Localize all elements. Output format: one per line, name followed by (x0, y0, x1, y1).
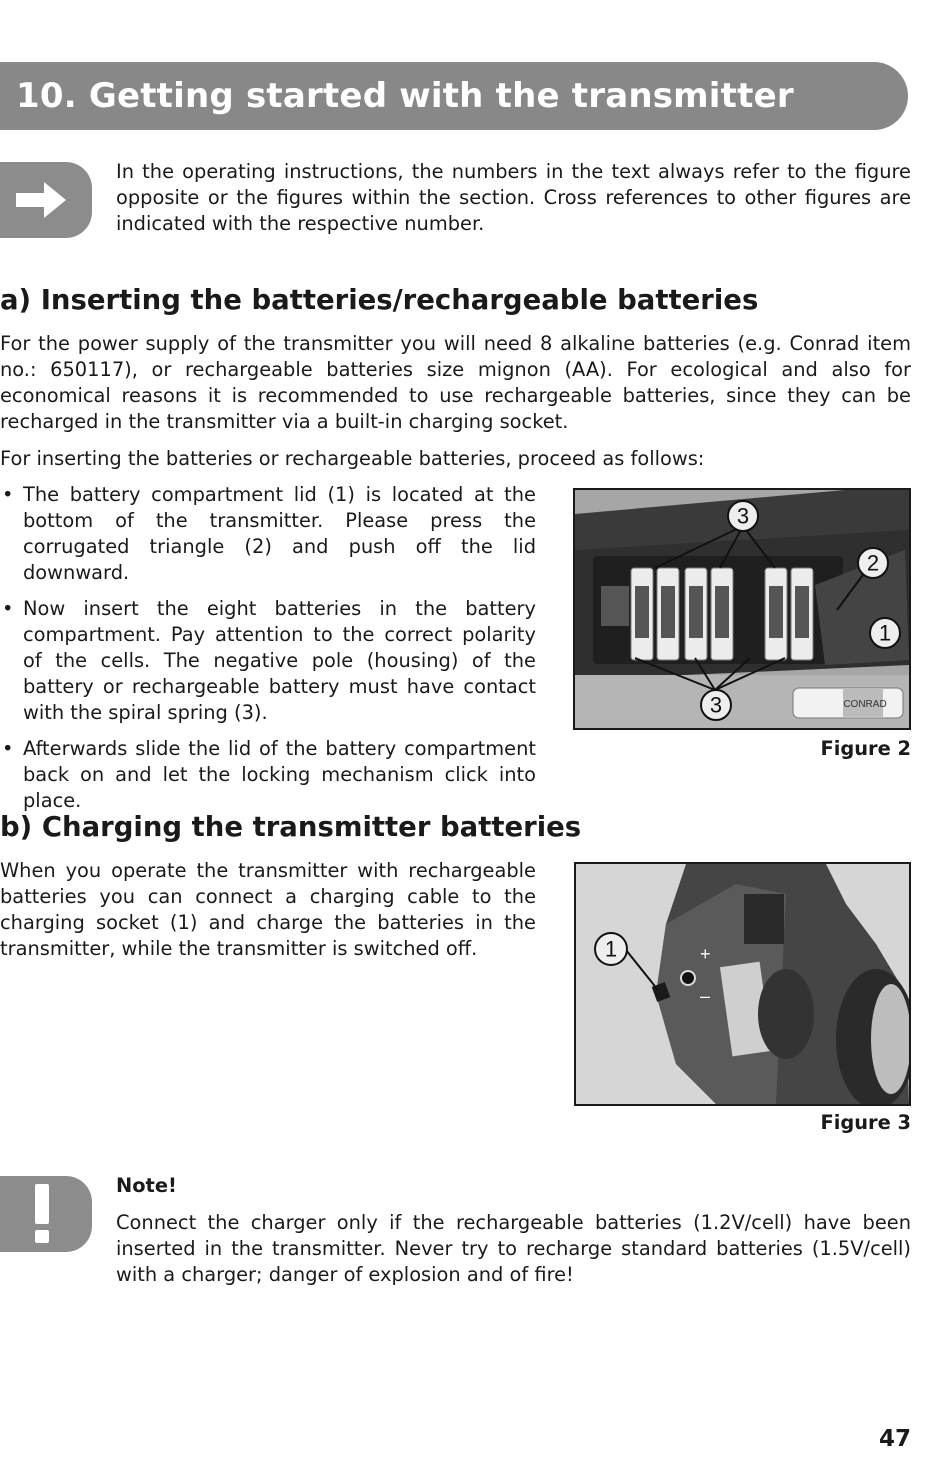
svg-text:3: 3 (709, 692, 723, 718)
page-number: 47 (878, 1426, 911, 1452)
figure-3-caption: Figure 3 (820, 1111, 911, 1134)
chapter-title: 10. Getting started with the transmitter (16, 76, 794, 116)
section-a-steps-intro: For inserting the batteries or rechargeable batteries, proceed as follows: (0, 447, 705, 470)
arrow-right-icon (0, 162, 92, 238)
step-item: • Afterwards slide the lid of the battery compartment back on and let the locking mechanism click into place. (0, 736, 536, 814)
section-a-heading: a) Inserting the batteries/rechargeable batteries (0, 284, 759, 316)
figure-3-photo (574, 862, 911, 1106)
minus-sign: – (700, 986, 711, 1006)
figure-2-photo (573, 488, 911, 730)
section-a-paragraph: For the power supply of the transmitter you will need 8 alkaline batteries (e.g. Conrad item no.: 650117), or rechargeable batteries size mignon (AA). For ecological and also for economical reasons it is recommended to use rechargeable batteries, since they can be recharged in the transmitter via a built-in charging socket. (0, 332, 911, 433)
section-b-paragraph: When you operate the transmitter with rechargeable batteries you can connect a charging cable to the charging socket (1) and charge the batteries in the transmitter, while the transmitter is switched off. (0, 859, 536, 960)
callout-2 (858, 548, 888, 578)
callout-1 (595, 933, 627, 965)
svg-text:2: 2 (866, 550, 880, 576)
note-title: Note! (116, 1174, 177, 1197)
svg-text:3: 3 (736, 503, 750, 529)
callout-3-bottom (701, 690, 731, 720)
callout-1 (870, 618, 900, 648)
step-list (0, 482, 536, 824)
callout-3-top (728, 501, 758, 531)
step-item: • The battery compartment lid (1) is located at the bottom of the transmitter. Please press the corrugated triangle (2) and push off the lid downward. (0, 482, 536, 586)
battery-brand: CONRAD (843, 699, 887, 710)
figure-2-caption: Figure 2 (820, 737, 911, 760)
plus-sign: + (700, 944, 711, 964)
svg-text:1: 1 (878, 620, 892, 646)
intro-text: In the operating instructions, the numbers in the text always refer to the figure opposite or the figures within the section. Cross references to other figures are indicated with the respective number. (116, 160, 911, 235)
step-item: • Now insert the eight batteries in the battery compartment. Pay attention to the correct polarity of the cells. The negative pole (housing) of the battery or rechargeable battery must have contact with the spiral spring (3). (0, 596, 536, 726)
svg-text:1: 1 (604, 936, 618, 962)
section-b-heading: b) Charging the transmitter batteries (0, 811, 582, 843)
note-text: Connect the charger only if the rechargeable batteries (1.2V/cell) have been inserted in the transmitter. Never try to recharge standard batteries (1.5V/cell) with a charger; danger of explosion and of fire! (116, 1211, 911, 1286)
exclamation-icon (0, 1176, 92, 1252)
